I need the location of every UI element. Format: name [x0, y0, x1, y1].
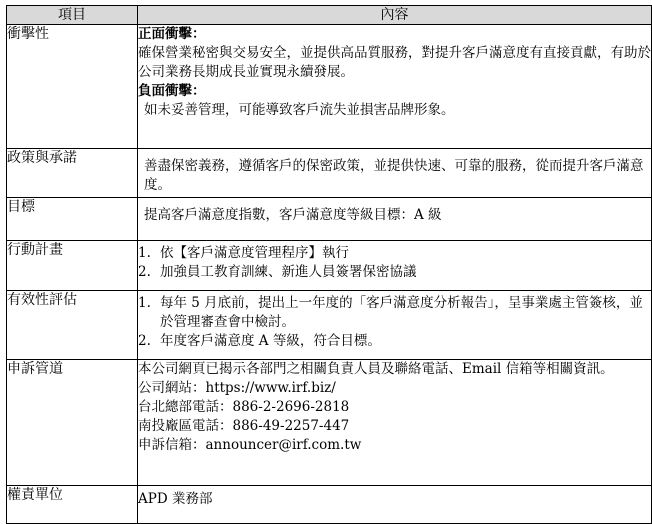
impact-label: 衝擊性 [7, 25, 138, 149]
evaluation-label: 有效性評估 [7, 291, 138, 360]
positive-impact-title: 正面衝擊： [138, 26, 206, 42]
header-content: 內容 [138, 6, 652, 25]
action-list [138, 244, 651, 282]
header-row [7, 6, 652, 25]
complaint-label: 申訴管道 [7, 360, 138, 486]
row-evaluation [7, 291, 652, 360]
list-text: 依【客戶滿意度管理程序】執行 [160, 245, 349, 261]
negative-impact-title: 負面衝擊： [138, 83, 206, 99]
header-item: 項目 [7, 6, 138, 25]
list-number: 1. [138, 245, 151, 261]
row-complaint [7, 360, 652, 486]
row-goal [7, 198, 652, 241]
goal-text: 提高客戶滿意度指數，客戶滿意度等級目標：A 級 [144, 207, 442, 223]
list-text: 每年 5 月底前，提出上一年度的「客戶滿意度分析報告」，呈事業處主管簽核，並於管理審查會中檢討。 [160, 295, 643, 330]
action-label: 行動計畫 [7, 241, 138, 291]
complaint-email: 申訴信箱：announcer@irf.com.tw [138, 437, 362, 453]
row-policy [7, 149, 652, 198]
complaint-content [138, 360, 652, 486]
goal-label: 目標 [7, 198, 138, 241]
owner-text: APD 業務部 [138, 491, 213, 507]
complaint-intro: 本公司網頁已揭示各部門之相關負責人員及聯絡電話、Email 信箱等相關資訊。 [138, 361, 614, 377]
row-owner [7, 486, 652, 524]
row-action [7, 241, 652, 291]
list-text: 年度客戶滿意度 A 等級，符合目標。 [160, 333, 381, 349]
policy-text: 善盡保密義務，遵循客戶的保密政策，並提供快速、可靠的服務，從而提升客戶滿意度。 [144, 158, 644, 193]
impact-content [138, 25, 652, 149]
list-number: 2. [138, 264, 151, 280]
owner-label: 權責單位 [7, 486, 138, 524]
information-table [6, 5, 652, 524]
list-item [138, 332, 651, 351]
list-number: 1. [138, 295, 151, 311]
evaluation-content [138, 291, 652, 360]
positive-impact-text: 確保營業秘密與交易安全，並提供高品質服務，對提升客戶滿意度有直接貢獻，有助於公司業務長期成長並實現永續發展。 [138, 45, 651, 80]
list-item [138, 294, 651, 332]
taipei-phone: 台北總部電話：886-2-2696-2818 [138, 399, 350, 415]
owner-content [138, 486, 652, 524]
company-website: 公司網站：https://www.irf.biz/ [138, 380, 336, 396]
goal-content [138, 198, 652, 241]
negative-impact-text: 如未妥善管理，可能導致客戶流失並損害品牌形象。 [144, 102, 455, 118]
evaluation-list [138, 294, 651, 351]
policy-label: 政策與承諾 [7, 149, 138, 198]
list-item [138, 244, 651, 263]
row-impact [7, 25, 652, 149]
policy-content [138, 149, 652, 198]
nantou-phone: 南投廠區電話：886-49-2257-447 [138, 418, 350, 434]
list-item [138, 263, 651, 282]
list-text: 加強員工教育訓練、新進人員簽署保密協議 [160, 264, 417, 280]
action-content [138, 241, 652, 291]
list-number: 2. [138, 333, 151, 349]
